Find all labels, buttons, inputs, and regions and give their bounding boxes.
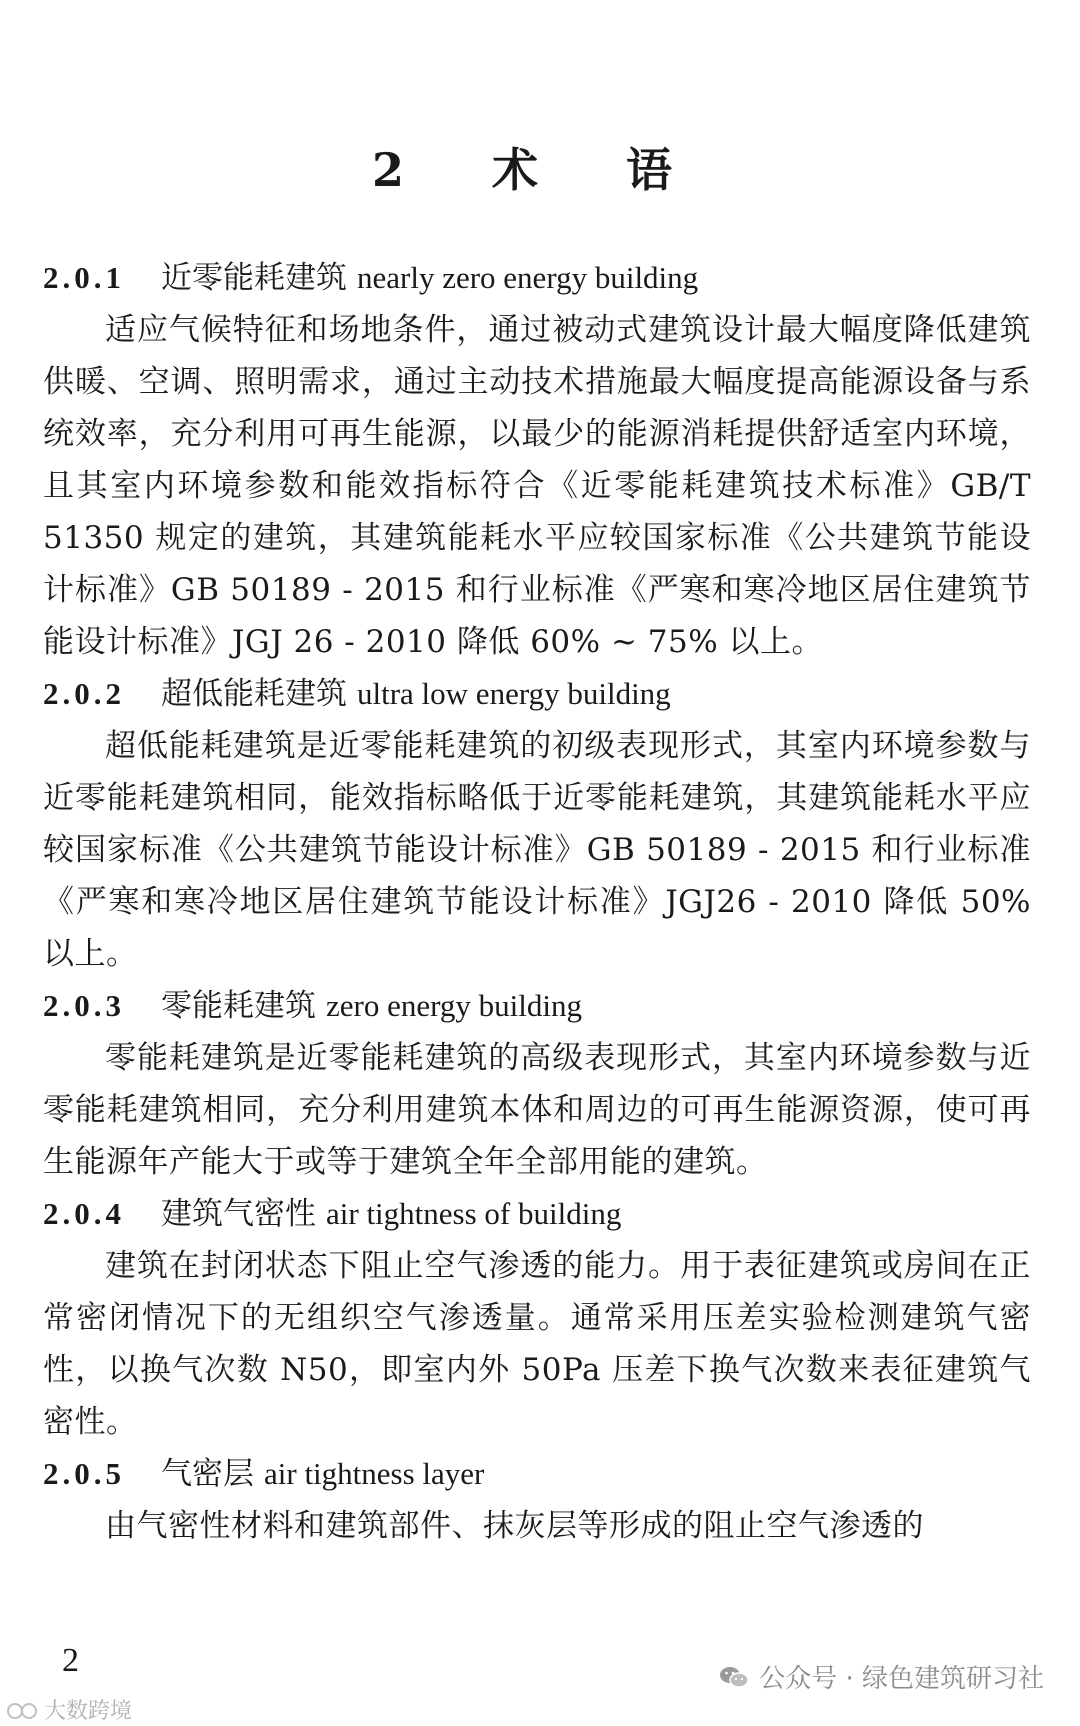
term-heading [43, 252, 1031, 304]
term-name-cn: 近零能耗建筑 [161, 260, 347, 296]
term-2-0-5 [43, 1448, 1031, 1552]
term-name-cn: 零能耗建筑 [161, 988, 316, 1024]
brand-logo-icon [6, 1701, 40, 1719]
term-heading [43, 980, 1031, 1032]
chapter-title: 2 术 语 [371, 143, 709, 197]
term-definition: 建筑在封闭状态下阻止空气渗透的能力。用于表征建筑或房间在正常密闭情况下的无组织空气渗透量。通常采用压差实验检测建筑气密性，以换气次数 N50，即室内外 50Pa 压差下换气次数来表征建筑气密性。 [43, 1248, 1031, 1440]
brand-watermark-label: 大数跨境 [44, 1699, 133, 1724]
term-2-0-4 [43, 1188, 1031, 1448]
term-name-en: air tightness layer [264, 1456, 485, 1491]
term-heading [43, 668, 1031, 720]
page-number: 2 [62, 1642, 79, 1679]
term-name-cn: 气密层 [161, 1456, 254, 1492]
term-number: 2.0.5 [43, 1456, 125, 1491]
term-number: 2.0.3 [43, 988, 125, 1023]
term-heading [43, 1188, 1031, 1240]
term-name-en: zero energy building [326, 988, 582, 1023]
term-number: 2.0.2 [43, 676, 125, 711]
term-heading [43, 1448, 1031, 1500]
term-name-en: ultra low energy building [357, 676, 671, 711]
term-name-en: air tightness of building [326, 1196, 622, 1231]
term-definition: 由气密性材料和建筑部件、抹灰层等形成的阻止空气渗透的 [105, 1508, 924, 1544]
term-2-0-1 [43, 252, 1031, 668]
term-name-cn: 超低能耗建筑 [161, 676, 347, 712]
term-2-0-3 [43, 980, 1031, 1188]
brand-watermark [6, 1694, 132, 1725]
term-definition: 超低能耗建筑是近零能耗建筑的初级表现形式，其室内环境参数与近零能耗建筑相同，能效指标略低于近零能耗建筑，其建筑能耗水平应较国家标准《公共建筑节能设计标准》GB 50189 - 2015 和行业标准《严寒和寒冷地区居住建筑节能设计标准》JGJ26 - 2010 降低 50% 以上。 [43, 728, 1031, 972]
term-name-cn: 建筑气密性 [161, 1196, 316, 1232]
wechat-icon [719, 1665, 749, 1689]
term-number: 2.0.1 [43, 260, 125, 295]
term-number: 2.0.4 [43, 1196, 125, 1231]
term-name-en: nearly zero energy building [357, 260, 699, 295]
wechat-account-label: 公众号 · 绿色建筑研习社 [759, 1664, 1044, 1694]
terms-section [43, 252, 1031, 1552]
term-2-0-2 [43, 668, 1031, 980]
wechat-watermark [719, 1658, 1044, 1695]
term-definition: 适应气候特征和场地条件，通过被动式建筑设计最大幅度降低建筑供暖、空调、照明需求，通过主动技术措施最大幅度提高能源设备与系统效率，充分利用可再生能源，以最少的能源消耗提供舒适室内环境，且其室内环境参数和能效指标符合《近零能耗建筑技术标准》GB/T 51350 规定的建筑，其建筑能耗水平应较国家标准《公共建筑节能设计标准》GB 50189 - 2015 和行业标准《严寒和寒冷地区居住建筑节能设计标准》JGJ 26 - 2010 降低 60% ~ 75% 以上。 [43, 312, 1031, 660]
term-definition: 零能耗建筑是近零能耗建筑的高级表现形式，其室内环境参数与近零能耗建筑相同，充分利用建筑本体和周边的可再生能源资源，使可再生能源年产能大于或等于建筑全年全部用能的建筑。 [43, 1040, 1031, 1180]
